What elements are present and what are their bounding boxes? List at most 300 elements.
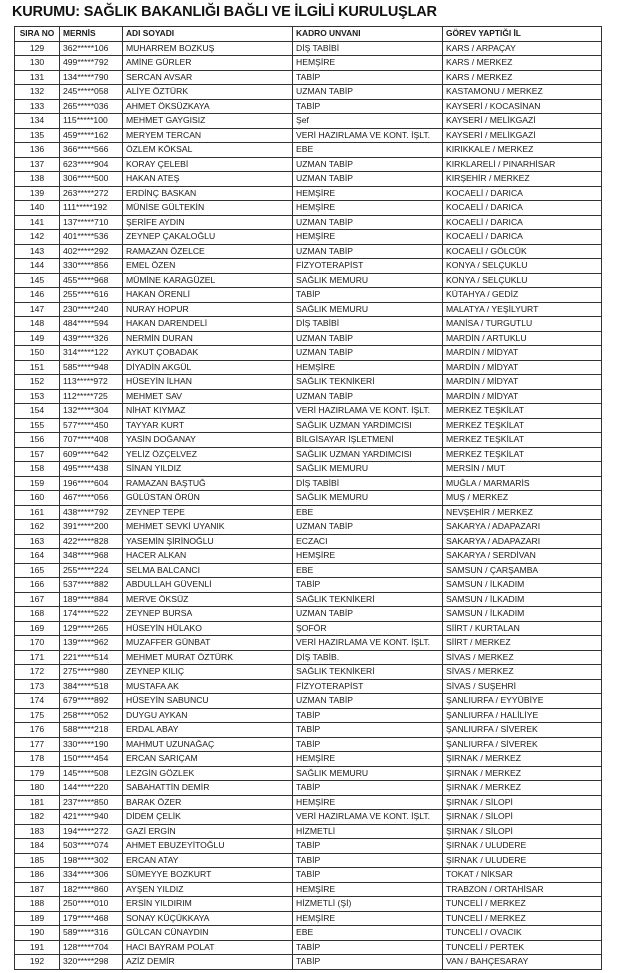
cell-sira-no: 181 bbox=[15, 795, 60, 810]
cell-kadro-unvani: Şef bbox=[293, 114, 443, 129]
cell-sira-no: 190 bbox=[15, 926, 60, 941]
table-row bbox=[15, 70, 602, 85]
cell-adi-soyadi: NERMİN DURAN bbox=[123, 331, 293, 346]
cell-kadro-unvani: DİŞ TABİBİ bbox=[293, 476, 443, 491]
cell-sira-no: 133 bbox=[15, 99, 60, 114]
cell-sira-no: 145 bbox=[15, 273, 60, 288]
cell-gorev-yaptigi-il: KAYSERİ / MELİKGAZİ bbox=[443, 128, 602, 143]
table-row bbox=[15, 404, 602, 419]
cell-adi-soyadi: KORAY ÇELEBİ bbox=[123, 157, 293, 172]
cell-sira-no: 134 bbox=[15, 114, 60, 129]
cell-sira-no: 185 bbox=[15, 853, 60, 868]
table-row bbox=[15, 926, 602, 941]
table-row bbox=[15, 331, 602, 346]
cell-kadro-unvani: SAĞLIK TEKNİKERİ bbox=[293, 592, 443, 607]
cell-mernis: 255*****616 bbox=[60, 288, 123, 303]
cell-adi-soyadi: YELİZ ÖZÇELVEZ bbox=[123, 447, 293, 462]
cell-adi-soyadi: HAKAN DARENDELİ bbox=[123, 317, 293, 332]
table-row bbox=[15, 215, 602, 230]
table-row bbox=[15, 244, 602, 259]
cell-gorev-yaptigi-il: ŞIRNAK / SİLOPİ bbox=[443, 824, 602, 839]
table-row bbox=[15, 839, 602, 854]
cell-kadro-unvani: EBE bbox=[293, 143, 443, 158]
cell-adi-soyadi: ERCAN ATAY bbox=[123, 853, 293, 868]
cell-gorev-yaptigi-il: MERKEZ TEŞKİLAT bbox=[443, 433, 602, 448]
cell-gorev-yaptigi-il: KONYA / SELÇUKLU bbox=[443, 259, 602, 274]
cell-adi-soyadi: ZEYNEP KILIÇ bbox=[123, 665, 293, 680]
cell-adi-soyadi: MEHMET SEVKİ UYANIK bbox=[123, 520, 293, 535]
cell-kadro-unvani: SAĞLIK TEKNİKERİ bbox=[293, 375, 443, 390]
cell-adi-soyadi: AYŞEN YILDIZ bbox=[123, 882, 293, 897]
cell-adi-soyadi: HÜSEYİN İLHAN bbox=[123, 375, 293, 390]
cell-adi-soyadi: SELMA BALCANCI bbox=[123, 563, 293, 578]
cell-adi-soyadi: MÜNİSE GÜLTEKİN bbox=[123, 201, 293, 216]
column-header-gorev-yaptigi-il: GÖREV YAPTIĞI İL bbox=[443, 27, 602, 42]
cell-gorev-yaptigi-il: MARDİN / MİDYAT bbox=[443, 346, 602, 361]
cell-adi-soyadi: YASEMİN ŞİRİNOĞLU bbox=[123, 534, 293, 549]
cell-sira-no: 144 bbox=[15, 259, 60, 274]
cell-gorev-yaptigi-il: KÜTAHYA / GEDİZ bbox=[443, 288, 602, 303]
cell-sira-no: 132 bbox=[15, 85, 60, 100]
cell-mernis: 391*****200 bbox=[60, 520, 123, 535]
cell-sira-no: 151 bbox=[15, 360, 60, 375]
cell-adi-soyadi: HÜSEYİN HÜLAKO bbox=[123, 621, 293, 636]
cell-mernis: 145*****508 bbox=[60, 766, 123, 781]
cell-mernis: 589*****316 bbox=[60, 926, 123, 941]
cell-gorev-yaptigi-il: KOCAELİ / DARICA bbox=[443, 201, 602, 216]
cell-kadro-unvani: TABİP bbox=[293, 578, 443, 593]
table-row bbox=[15, 679, 602, 694]
cell-kadro-unvani: UZMAN TABİP bbox=[293, 607, 443, 622]
cell-mernis: 237*****850 bbox=[60, 795, 123, 810]
cell-kadro-unvani: SAĞLIK MEMURU bbox=[293, 766, 443, 781]
cell-adi-soyadi: LEZGİN GÖZLEK bbox=[123, 766, 293, 781]
cell-mernis: 330*****190 bbox=[60, 737, 123, 752]
cell-sira-no: 191 bbox=[15, 940, 60, 955]
cell-gorev-yaptigi-il: NEVŞEHİR / MERKEZ bbox=[443, 505, 602, 520]
cell-kadro-unvani: VERİ HAZIRLAMA VE KONT. İŞLT. bbox=[293, 636, 443, 651]
cell-gorev-yaptigi-il: KOCAELİ / DARICA bbox=[443, 215, 602, 230]
cell-gorev-yaptigi-il: KARS / ARPAÇAY bbox=[443, 41, 602, 56]
cell-adi-soyadi: MEHMET MURAT ÖZTÜRK bbox=[123, 650, 293, 665]
table-row bbox=[15, 186, 602, 201]
cell-adi-soyadi: HACI BAYRAM POLAT bbox=[123, 940, 293, 955]
cell-kadro-unvani: HEMŞİRE bbox=[293, 56, 443, 71]
cell-gorev-yaptigi-il: ŞIRNAK / ULUDERE bbox=[443, 853, 602, 868]
table-row bbox=[15, 389, 602, 404]
table-row bbox=[15, 563, 602, 578]
cell-gorev-yaptigi-il: TUNCELİ / PERTEK bbox=[443, 940, 602, 955]
cell-sira-no: 192 bbox=[15, 955, 60, 970]
cell-adi-soyadi: ABDULLAH GÜVENLİ bbox=[123, 578, 293, 593]
table-row bbox=[15, 99, 602, 114]
cell-kadro-unvani: EBE bbox=[293, 563, 443, 578]
cell-sira-no: 164 bbox=[15, 549, 60, 564]
cell-sira-no: 152 bbox=[15, 375, 60, 390]
cell-gorev-yaptigi-il: MUŞ / MERKEZ bbox=[443, 491, 602, 506]
cell-gorev-yaptigi-il: TOKAT / NİKSAR bbox=[443, 868, 602, 883]
column-header-kadro-unvani: KADRO UNVANI bbox=[293, 27, 443, 42]
cell-gorev-yaptigi-il: SAMSUN / İLKADIM bbox=[443, 592, 602, 607]
column-header-adi-soyadi: ADI SOYADI bbox=[123, 27, 293, 42]
cell-gorev-yaptigi-il: MERKEZ TEŞKİLAT bbox=[443, 418, 602, 433]
table-row bbox=[15, 766, 602, 781]
cell-mernis: 265*****036 bbox=[60, 99, 123, 114]
cell-kadro-unvani: HEMŞİRE bbox=[293, 201, 443, 216]
cell-kadro-unvani: SAĞLIK UZMAN YARDIMCISI bbox=[293, 447, 443, 462]
cell-sira-no: 174 bbox=[15, 694, 60, 709]
cell-gorev-yaptigi-il: ŞIRNAK / MERKEZ bbox=[443, 752, 602, 767]
cell-adi-soyadi: ALİYE ÖZTÜRK bbox=[123, 85, 293, 100]
cell-sira-no: 141 bbox=[15, 215, 60, 230]
cell-kadro-unvani: HİZMETLİ bbox=[293, 824, 443, 839]
cell-gorev-yaptigi-il: SİİRT / KURTALAN bbox=[443, 621, 602, 636]
cell-kadro-unvani: UZMAN TABİP bbox=[293, 85, 443, 100]
table-header-row bbox=[15, 27, 602, 42]
cell-mernis: 150*****454 bbox=[60, 752, 123, 767]
cell-kadro-unvani: TABİP bbox=[293, 781, 443, 796]
cell-kadro-unvani: FİZYOTERAPİST bbox=[293, 679, 443, 694]
cell-mernis: 179*****468 bbox=[60, 911, 123, 926]
cell-mernis: 255*****224 bbox=[60, 563, 123, 578]
cell-kadro-unvani: BİLGİSAYAR İŞLETMENİ bbox=[293, 433, 443, 448]
cell-mernis: 320*****298 bbox=[60, 955, 123, 970]
cell-adi-soyadi: EMEL ÖZEN bbox=[123, 259, 293, 274]
cell-kadro-unvani: FİZYOTERAPİST bbox=[293, 259, 443, 274]
cell-sira-no: 188 bbox=[15, 897, 60, 912]
cell-mernis: 467*****056 bbox=[60, 491, 123, 506]
cell-gorev-yaptigi-il: SAKARYA / ADAPAZARI bbox=[443, 534, 602, 549]
cell-adi-soyadi: MUZAFFER GÜNBAT bbox=[123, 636, 293, 651]
table-row bbox=[15, 868, 602, 883]
cell-mernis: 182*****860 bbox=[60, 882, 123, 897]
table-row bbox=[15, 447, 602, 462]
cell-mernis: 221*****514 bbox=[60, 650, 123, 665]
cell-adi-soyadi: ERDAL ABAY bbox=[123, 723, 293, 738]
cell-sira-no: 173 bbox=[15, 679, 60, 694]
table-row bbox=[15, 810, 602, 825]
cell-adi-soyadi: SONAY KÜÇÜKKAYA bbox=[123, 911, 293, 926]
cell-sira-no: 171 bbox=[15, 650, 60, 665]
column-header-mernis: MERNİS bbox=[60, 27, 123, 42]
cell-kadro-unvani: TABİP bbox=[293, 955, 443, 970]
cell-mernis: 484*****594 bbox=[60, 317, 123, 332]
cell-gorev-yaptigi-il: ŞIRNAK / MERKEZ bbox=[443, 766, 602, 781]
cell-kadro-unvani: HEMŞİRE bbox=[293, 882, 443, 897]
cell-adi-soyadi: GAZİ ERGİN bbox=[123, 824, 293, 839]
cell-sira-no: 129 bbox=[15, 41, 60, 56]
cell-sira-no: 159 bbox=[15, 476, 60, 491]
cell-gorev-yaptigi-il: KARS / MERKEZ bbox=[443, 56, 602, 71]
table-row bbox=[15, 708, 602, 723]
cell-gorev-yaptigi-il: MARDİN / MİDYAT bbox=[443, 375, 602, 390]
table-row bbox=[15, 752, 602, 767]
cell-kadro-unvani: SAĞLIK MEMURU bbox=[293, 302, 443, 317]
cell-mernis: 134*****790 bbox=[60, 70, 123, 85]
table-row bbox=[15, 273, 602, 288]
cell-mernis: 537*****882 bbox=[60, 578, 123, 593]
cell-mernis: 258*****052 bbox=[60, 708, 123, 723]
cell-kadro-unvani: UZMAN TABİP bbox=[293, 157, 443, 172]
cell-kadro-unvani: ECZACI bbox=[293, 534, 443, 549]
cell-sira-no: 184 bbox=[15, 839, 60, 854]
cell-adi-soyadi: BARAK ÖZER bbox=[123, 795, 293, 810]
cell-kadro-unvani: EBE bbox=[293, 505, 443, 520]
cell-sira-no: 150 bbox=[15, 346, 60, 361]
cell-kadro-unvani: VERİ HAZIRLAMA VE KONT. İŞLT. bbox=[293, 810, 443, 825]
cell-gorev-yaptigi-il: MARDİN / MİDYAT bbox=[443, 389, 602, 404]
cell-sira-no: 154 bbox=[15, 404, 60, 419]
cell-adi-soyadi: AYKUT ÇOBADAK bbox=[123, 346, 293, 361]
cell-sira-no: 166 bbox=[15, 578, 60, 593]
cell-gorev-yaptigi-il: SİVAS / MERKEZ bbox=[443, 650, 602, 665]
cell-adi-soyadi: SABAHATTİN DEMİR bbox=[123, 781, 293, 796]
cell-kadro-unvani: HİZMETLİ (Şİ) bbox=[293, 897, 443, 912]
cell-mernis: 402*****292 bbox=[60, 244, 123, 259]
cell-adi-soyadi: MUSTAFA AK bbox=[123, 679, 293, 694]
cell-gorev-yaptigi-il: TUNCELİ / MERKEZ bbox=[443, 911, 602, 926]
cell-mernis: 455*****968 bbox=[60, 273, 123, 288]
cell-gorev-yaptigi-il: ŞANLIURFA / HALİLİYE bbox=[443, 708, 602, 723]
cell-sira-no: 137 bbox=[15, 157, 60, 172]
cell-gorev-yaptigi-il: SİVAS / MERKEZ bbox=[443, 665, 602, 680]
cell-adi-soyadi: MEHMET GAYGISIZ bbox=[123, 114, 293, 129]
cell-gorev-yaptigi-il: MERSİN / MUT bbox=[443, 462, 602, 477]
cell-sira-no: 170 bbox=[15, 636, 60, 651]
cell-adi-soyadi: MEHMET SAV bbox=[123, 389, 293, 404]
cell-mernis: 495*****438 bbox=[60, 462, 123, 477]
cell-gorev-yaptigi-il: MANİSA / TURGUTLU bbox=[443, 317, 602, 332]
cell-gorev-yaptigi-il: ŞIRNAK / SİLOPİ bbox=[443, 795, 602, 810]
cell-adi-soyadi: SERCAN AVSAR bbox=[123, 70, 293, 85]
table-body bbox=[15, 41, 602, 969]
cell-gorev-yaptigi-il: SİİRT / MERKEZ bbox=[443, 636, 602, 651]
cell-mernis: 588*****218 bbox=[60, 723, 123, 738]
cell-gorev-yaptigi-il: KIRIKKALE / MERKEZ bbox=[443, 143, 602, 158]
cell-adi-soyadi: AHMET ÖKSÜZKAYA bbox=[123, 99, 293, 114]
cell-kadro-unvani: UZMAN TABİP bbox=[293, 389, 443, 404]
cell-gorev-yaptigi-il: SAMSUN / İLKADIM bbox=[443, 578, 602, 593]
cell-adi-soyadi: DİDEM ÇELİK bbox=[123, 810, 293, 825]
cell-sira-no: 131 bbox=[15, 70, 60, 85]
cell-adi-soyadi: ERDİNÇ BASKAN bbox=[123, 186, 293, 201]
cell-gorev-yaptigi-il: TRABZON / ORTAHİSAR bbox=[443, 882, 602, 897]
cell-kadro-unvani: SAĞLIK MEMURU bbox=[293, 462, 443, 477]
cell-mernis: 679*****892 bbox=[60, 694, 123, 709]
cell-sira-no: 161 bbox=[15, 505, 60, 520]
cell-mernis: 384*****518 bbox=[60, 679, 123, 694]
cell-sira-no: 155 bbox=[15, 418, 60, 433]
table-row bbox=[15, 462, 602, 477]
table-row bbox=[15, 578, 602, 593]
cell-mernis: 137*****710 bbox=[60, 215, 123, 230]
table-row bbox=[15, 621, 602, 636]
cell-kadro-unvani: TABİP bbox=[293, 288, 443, 303]
table-row bbox=[15, 157, 602, 172]
cell-gorev-yaptigi-il: KAYSERİ / MELİKGAZİ bbox=[443, 114, 602, 129]
table-row bbox=[15, 85, 602, 100]
cell-gorev-yaptigi-il: TUNCELİ / MERKEZ bbox=[443, 897, 602, 912]
table-row bbox=[15, 288, 602, 303]
cell-mernis: 503*****074 bbox=[60, 839, 123, 854]
cell-mernis: 401*****536 bbox=[60, 230, 123, 245]
cell-kadro-unvani: VERİ HAZIRLAMA VE KONT. İŞLT. bbox=[293, 404, 443, 419]
cell-sira-no: 139 bbox=[15, 186, 60, 201]
cell-sira-no: 140 bbox=[15, 201, 60, 216]
cell-sira-no: 178 bbox=[15, 752, 60, 767]
cell-adi-soyadi: HÜSEYİN SABUNCU bbox=[123, 694, 293, 709]
cell-sira-no: 147 bbox=[15, 302, 60, 317]
table-row bbox=[15, 911, 602, 926]
cell-kadro-unvani: HEMŞİRE bbox=[293, 911, 443, 926]
column-header-sira-no: SIRA NO bbox=[15, 27, 60, 42]
cell-mernis: 194*****272 bbox=[60, 824, 123, 839]
cell-adi-soyadi: AMİNE GÜRLER bbox=[123, 56, 293, 71]
cell-kadro-unvani: TABİP bbox=[293, 723, 443, 738]
cell-gorev-yaptigi-il: MARDİN / MİDYAT bbox=[443, 360, 602, 375]
cell-sira-no: 160 bbox=[15, 491, 60, 506]
cell-sira-no: 172 bbox=[15, 665, 60, 680]
cell-sira-no: 148 bbox=[15, 317, 60, 332]
table-row bbox=[15, 592, 602, 607]
cell-mernis: 306*****500 bbox=[60, 172, 123, 187]
cell-sira-no: 130 bbox=[15, 56, 60, 71]
cell-adi-soyadi: SÜMEYYE BOZKURT bbox=[123, 868, 293, 883]
cell-gorev-yaptigi-il: KIRŞEHİR / MERKEZ bbox=[443, 172, 602, 187]
cell-kadro-unvani: SAĞLIK UZMAN YARDIMCISI bbox=[293, 418, 443, 433]
cell-mernis: 275*****980 bbox=[60, 665, 123, 680]
cell-mernis: 577*****450 bbox=[60, 418, 123, 433]
cell-gorev-yaptigi-il: MERKEZ TEŞKİLAT bbox=[443, 404, 602, 419]
cell-sira-no: 153 bbox=[15, 389, 60, 404]
cell-kadro-unvani: DİŞ TABİBİ bbox=[293, 317, 443, 332]
cell-adi-soyadi: MERVE ÖKSÜZ bbox=[123, 592, 293, 607]
cell-sira-no: 136 bbox=[15, 143, 60, 158]
cell-mernis: 230*****240 bbox=[60, 302, 123, 317]
cell-sira-no: 176 bbox=[15, 723, 60, 738]
cell-mernis: 111*****192 bbox=[60, 201, 123, 216]
cell-gorev-yaptigi-il: SAMSUN / İLKADIM bbox=[443, 607, 602, 622]
cell-adi-soyadi: ZEYNEP ÇAKALOĞLU bbox=[123, 230, 293, 245]
cell-mernis: 314*****122 bbox=[60, 346, 123, 361]
cell-adi-soyadi: MÜMİNE KARAGÜZEL bbox=[123, 273, 293, 288]
cell-kadro-unvani: HEMŞİRE bbox=[293, 752, 443, 767]
cell-kadro-unvani: TABİP bbox=[293, 708, 443, 723]
cell-mernis: 362*****106 bbox=[60, 41, 123, 56]
table-row bbox=[15, 636, 602, 651]
table-row bbox=[15, 737, 602, 752]
table-row bbox=[15, 418, 602, 433]
cell-kadro-unvani: ŞOFÖR bbox=[293, 621, 443, 636]
cell-adi-soyadi: DUYGU AYKAN bbox=[123, 708, 293, 723]
table-row bbox=[15, 520, 602, 535]
cell-mernis: 439*****326 bbox=[60, 331, 123, 346]
cell-sira-no: 135 bbox=[15, 128, 60, 143]
cell-kadro-unvani: UZMAN TABİP bbox=[293, 244, 443, 259]
cell-kadro-unvani: SAĞLIK MEMURU bbox=[293, 491, 443, 506]
cell-mernis: 250*****010 bbox=[60, 897, 123, 912]
cell-sira-no: 146 bbox=[15, 288, 60, 303]
cell-adi-soyadi: GÜLCAN CÜNAYDIN bbox=[123, 926, 293, 941]
personnel-table bbox=[14, 26, 602, 970]
cell-sira-no: 162 bbox=[15, 520, 60, 535]
cell-kadro-unvani: DİŞ TABİBİ bbox=[293, 41, 443, 56]
cell-adi-soyadi: SİNAN YILDIZ bbox=[123, 462, 293, 477]
cell-adi-soyadi: MAHMUT UZUNAĞAÇ bbox=[123, 737, 293, 752]
cell-mernis: 348*****968 bbox=[60, 549, 123, 564]
cell-mernis: 113*****972 bbox=[60, 375, 123, 390]
cell-sira-no: 180 bbox=[15, 781, 60, 796]
cell-gorev-yaptigi-il: MERKEZ TEŞKİLAT bbox=[443, 447, 602, 462]
cell-sira-no: 187 bbox=[15, 882, 60, 897]
cell-kadro-unvani: HEMŞİRE bbox=[293, 186, 443, 201]
cell-sira-no: 163 bbox=[15, 534, 60, 549]
cell-mernis: 422*****828 bbox=[60, 534, 123, 549]
cell-sira-no: 179 bbox=[15, 766, 60, 781]
cell-kadro-unvani: HEMŞİRE bbox=[293, 360, 443, 375]
cell-sira-no: 149 bbox=[15, 331, 60, 346]
cell-kadro-unvani: TABİP bbox=[293, 853, 443, 868]
table-row bbox=[15, 781, 602, 796]
cell-adi-soyadi: RAMAZAN BAŞTUĞ bbox=[123, 476, 293, 491]
table-row bbox=[15, 143, 602, 158]
cell-sira-no: 186 bbox=[15, 868, 60, 883]
table-row bbox=[15, 230, 602, 245]
cell-gorev-yaptigi-il: KASTAMONU / MERKEZ bbox=[443, 85, 602, 100]
cell-kadro-unvani: TABİP bbox=[293, 868, 443, 883]
cell-kadro-unvani: EBE bbox=[293, 926, 443, 941]
cell-gorev-yaptigi-il: ŞANLIURFA / EYYÜBİYE bbox=[443, 694, 602, 709]
table-row bbox=[15, 824, 602, 839]
cell-mernis: 112*****725 bbox=[60, 389, 123, 404]
cell-gorev-yaptigi-il: KARS / MERKEZ bbox=[443, 70, 602, 85]
cell-sira-no: 138 bbox=[15, 172, 60, 187]
cell-adi-soyadi: DİYADİN AKGÜL bbox=[123, 360, 293, 375]
cell-kadro-unvani: TABİP bbox=[293, 839, 443, 854]
cell-gorev-yaptigi-il: SAMSUN / ÇARŞAMBA bbox=[443, 563, 602, 578]
cell-mernis: 585*****948 bbox=[60, 360, 123, 375]
table-row bbox=[15, 476, 602, 491]
cell-sira-no: 158 bbox=[15, 462, 60, 477]
cell-gorev-yaptigi-il: ŞIRNAK / SİLOPİ bbox=[443, 810, 602, 825]
cell-adi-soyadi: YASİN DOĞANAY bbox=[123, 433, 293, 448]
cell-kadro-unvani: HEMŞİRE bbox=[293, 230, 443, 245]
cell-gorev-yaptigi-il: SAKARYA / SERDİVAN bbox=[443, 549, 602, 564]
cell-sira-no: 165 bbox=[15, 563, 60, 578]
cell-gorev-yaptigi-il: TUNCELİ / OVACIK bbox=[443, 926, 602, 941]
cell-sira-no: 142 bbox=[15, 230, 60, 245]
cell-mernis: 623*****904 bbox=[60, 157, 123, 172]
table-row bbox=[15, 41, 602, 56]
cell-adi-soyadi: ZEYNEP TEPE bbox=[123, 505, 293, 520]
table-row bbox=[15, 897, 602, 912]
cell-adi-soyadi: HAKAN ÖRENLİ bbox=[123, 288, 293, 303]
cell-sira-no: 156 bbox=[15, 433, 60, 448]
cell-mernis: 174*****522 bbox=[60, 607, 123, 622]
cell-kadro-unvani: SAĞLIK TEKNİKERİ bbox=[293, 665, 443, 680]
table-row bbox=[15, 433, 602, 448]
cell-sira-no: 177 bbox=[15, 737, 60, 752]
cell-adi-soyadi: HAKAN ATEŞ bbox=[123, 172, 293, 187]
cell-gorev-yaptigi-il: ŞANLIURFA / SİVEREK bbox=[443, 737, 602, 752]
cell-mernis: 263*****272 bbox=[60, 186, 123, 201]
cell-kadro-unvani: TABİP bbox=[293, 70, 443, 85]
cell-gorev-yaptigi-il: MUĞLA / MARMARİS bbox=[443, 476, 602, 491]
cell-kadro-unvani: VERİ HAZIRLAMA VE KONT. İŞLT. bbox=[293, 128, 443, 143]
cell-adi-soyadi: AHMET EBUZEYİTOĞLU bbox=[123, 839, 293, 854]
cell-sira-no: 157 bbox=[15, 447, 60, 462]
cell-kadro-unvani: UZMAN TABİP bbox=[293, 215, 443, 230]
